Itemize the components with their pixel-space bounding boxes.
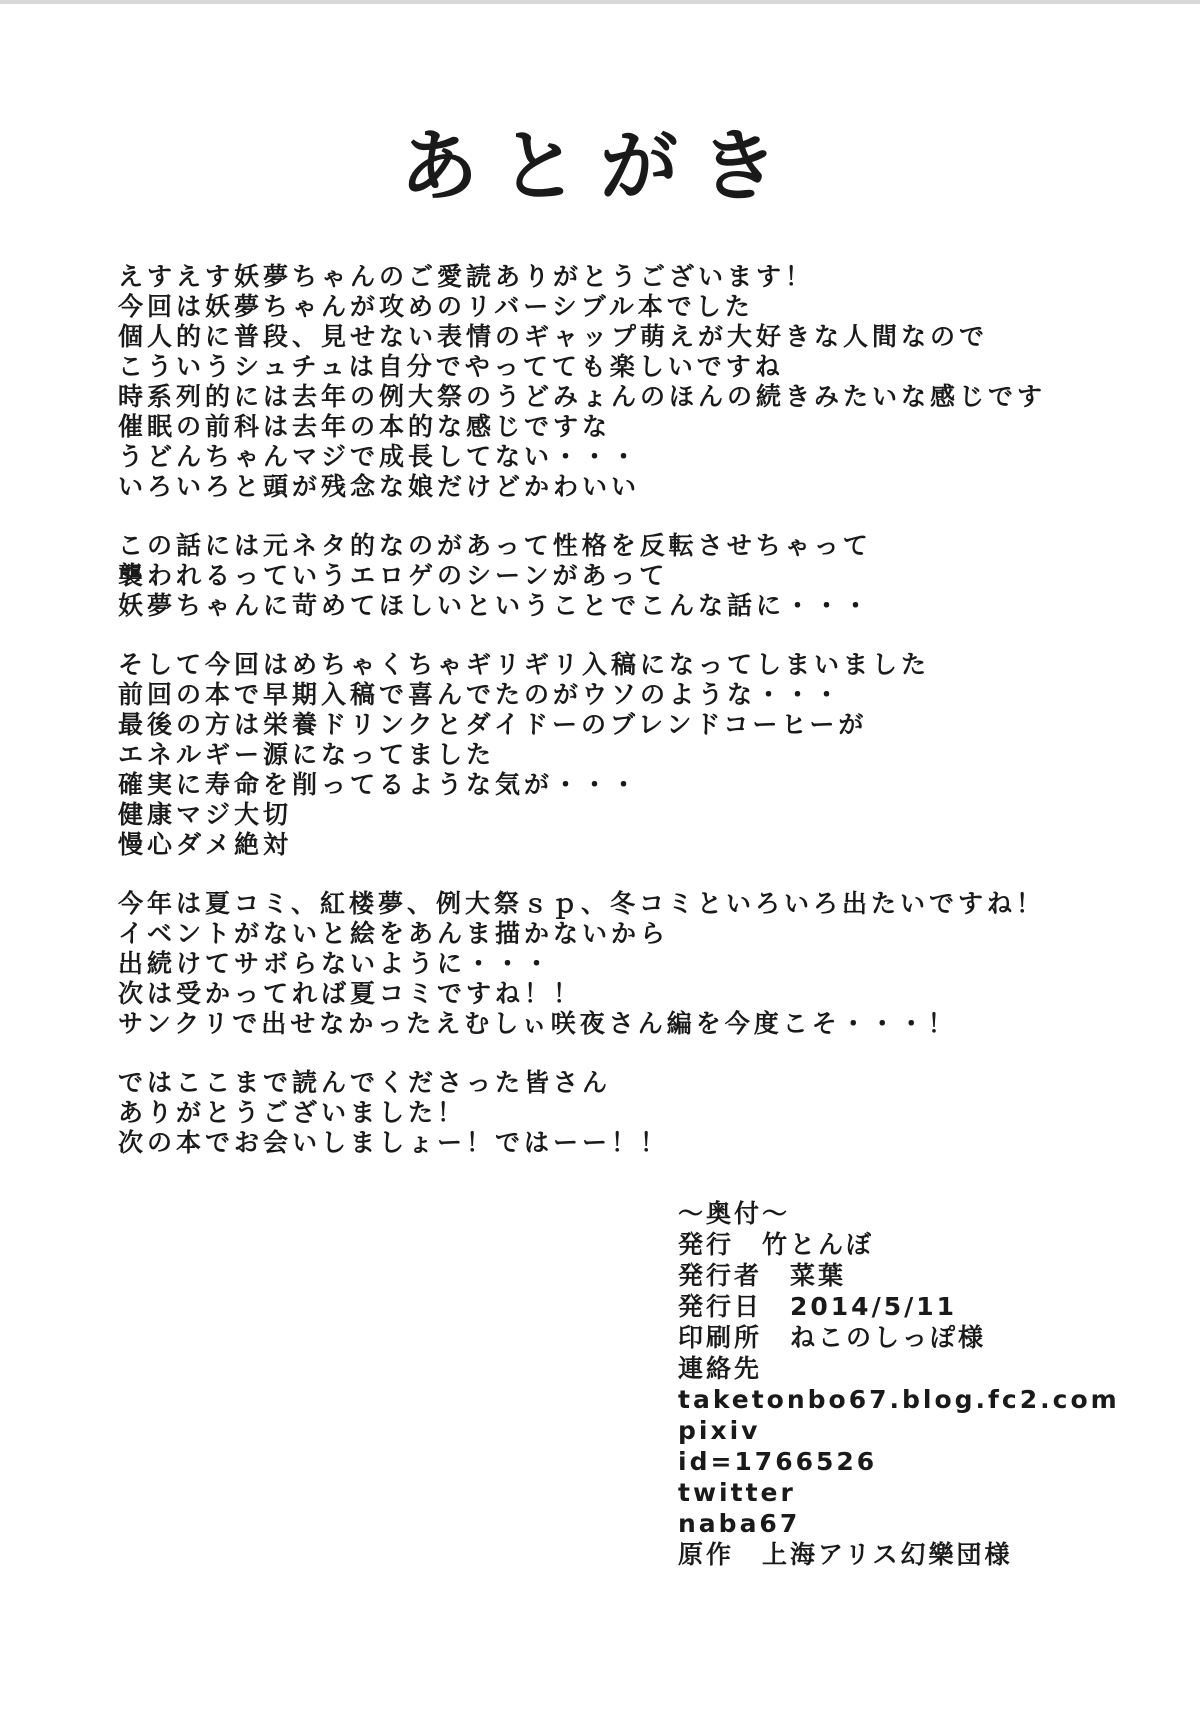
colophon-original: 原作 上海アリス幻樂団様 (678, 1540, 1013, 1569)
text-line: ではここまで読んでくださった皆さん (118, 1068, 612, 1097)
colophon-contact-label: 連絡先 (678, 1354, 763, 1383)
text-line: 今年は夏コミ、紅楼夢、例大祭ｓｐ、冬コミといろいろ出たいですね！ (118, 889, 1046, 918)
afterword-body (118, 262, 1118, 1187)
text-line: 健康マジ大切 (118, 800, 293, 829)
text-line: 襲われるっていうエロゲのシーンがあって (118, 561, 669, 590)
page-title: あとがき (399, 122, 800, 212)
text-line: そして今回はめちゃくちゃギリギリ入稿になってしまいました (118, 650, 931, 679)
text-line: えすえす妖夢ちゃんのご愛読ありがとうございます！ (118, 262, 815, 291)
scan-top-edge (0, 0, 1200, 4)
paragraph-5 (118, 1068, 1118, 1158)
text-line: 確実に寿命を削ってるような気が・・・ (118, 770, 641, 799)
colophon-publisher: 発行 竹とんぼ (678, 1230, 875, 1259)
text-line: 次の本でお会いしましょー！ではーー！！ (118, 1128, 670, 1157)
text-line: 催眠の前科は去年の本的な感じですな (118, 412, 612, 441)
text-line: いろいろと頭が残念な娘だけどかわいい (118, 472, 641, 501)
paragraph-1 (118, 262, 1118, 502)
text-line: 妖夢ちゃんに苛めてほしいということでこんな話に・・・ (118, 591, 873, 620)
text-line: 次は受かってれば夏コミですね！！ (118, 979, 583, 1008)
text-line: サンクリで出せなかったえむしぃ咲夜さん編を今度こそ・・・！ (118, 1009, 957, 1038)
colophon-pixiv-label: pixiv (678, 1416, 761, 1445)
text-line: この話には元ネタ的なのがあって性格を反転させちゃって (118, 531, 872, 560)
text-line: 慢心ダメ絶対 (118, 830, 293, 859)
text-line: うどんちゃんマジで成長してない・・・ (118, 442, 641, 471)
colophon-pixiv-id: id=1766526 (678, 1447, 878, 1476)
text-line: エネルギー源になってました (118, 740, 496, 769)
paragraph-3 (118, 650, 1118, 860)
text-line: 個人的に普段、見せない表情のギャップ萌えが大好きな人間なので (118, 322, 989, 351)
colophon-heading: ～奥付～ (678, 1199, 791, 1228)
colophon-twitter-label: twitter (678, 1478, 796, 1507)
colophon-blog: taketonbo67.blog.fc2.com (678, 1385, 1120, 1414)
text-line: こういうシュチュは自分でやってても楽しいですね (118, 352, 784, 381)
text-line: 最後の方は栄養ドリンクとダイドーのブレンドコーヒーが (118, 710, 868, 739)
colophon-date: 発行日 2014/5/11 (678, 1292, 958, 1321)
colophon (678, 1198, 1148, 1570)
paragraph-2 (118, 531, 1118, 621)
text-line: 今回は妖夢ちゃんが攻めのリバーシブル本でした (118, 292, 754, 321)
colophon-twitter-id: naba67 (678, 1509, 801, 1538)
text-line: ありがとうございました！ (118, 1098, 467, 1127)
text-line: 出続けてサボらないように・・・ (118, 949, 554, 978)
text-line: イベントがないと絵をあんま描かないから (118, 919, 670, 948)
text-line: 前回の本で早期入稿で喜んでたのがウソのような・・・ (118, 680, 844, 709)
paragraph-4 (118, 889, 1118, 1039)
colophon-printer: 印刷所 ねこのしっぽ様 (678, 1323, 987, 1352)
text-line: 時系列的には去年の例大祭のうどみょんのほんの続きみたいな感じです (118, 382, 1047, 411)
colophon-author: 発行者 菜葉 (678, 1261, 847, 1290)
